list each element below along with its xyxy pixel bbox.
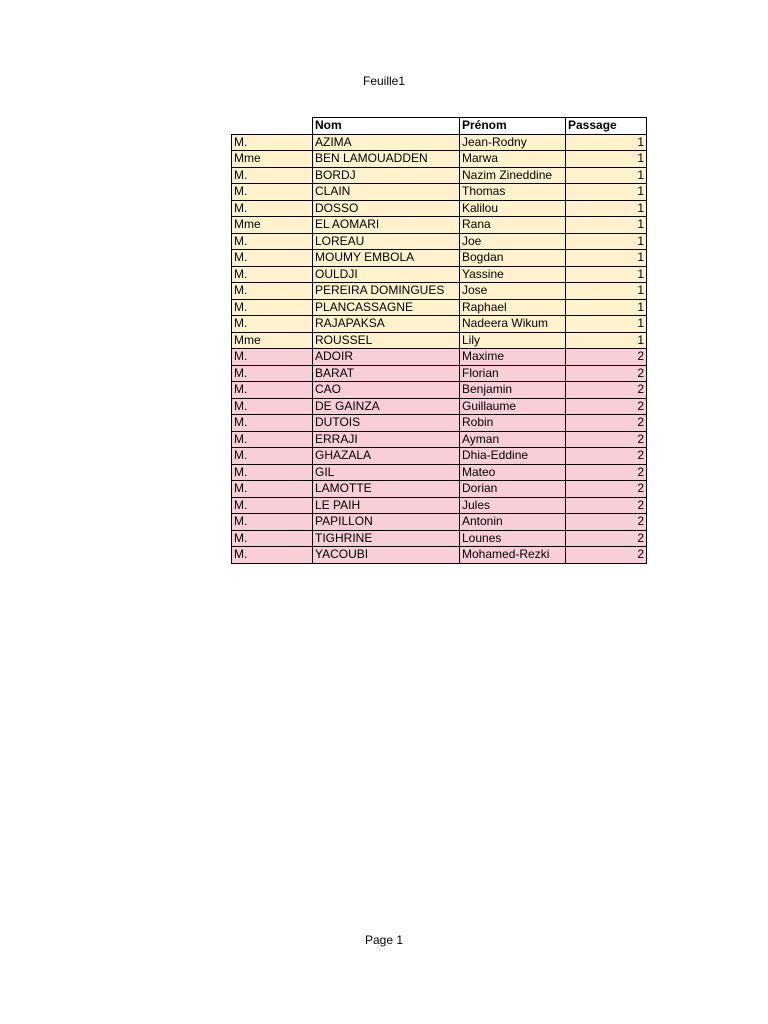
cell-civilite: Mme [232, 332, 313, 349]
cell-civilite: M. [232, 530, 313, 547]
cell-nom: ADOIR [313, 349, 460, 366]
cell-passage: 2 [566, 547, 647, 564]
cell-prenom: Maxime [460, 349, 566, 366]
table-row [232, 217, 647, 234]
table-row [232, 184, 647, 201]
cell-nom: ERRAJI [313, 431, 460, 448]
cell-prenom: Thomas [460, 184, 566, 201]
table-row [232, 382, 647, 399]
header-nom: Nom [313, 118, 460, 135]
table-row [232, 200, 647, 217]
cell-passage: 2 [566, 464, 647, 481]
header-prenom: Prénom [460, 118, 566, 135]
page-footer: Page 1 [364, 933, 404, 947]
cell-nom: MOUMY EMBOLA [313, 250, 460, 267]
cell-prenom: Robin [460, 415, 566, 432]
cell-nom: DE GAINZA [313, 398, 460, 415]
cell-civilite: M. [232, 547, 313, 564]
cell-nom: GIL [313, 464, 460, 481]
table-row [232, 332, 647, 349]
cell-prenom: Benjamin [460, 382, 566, 399]
cell-civilite: M. [232, 481, 313, 498]
cell-prenom: Jean-Rodny [460, 134, 566, 151]
cell-prenom: Kalilou [460, 200, 566, 217]
cell-civilite: M. [232, 382, 313, 399]
cell-passage: 2 [566, 365, 647, 382]
cell-nom: LE PAIH [313, 497, 460, 514]
cell-passage: 1 [566, 250, 647, 267]
cell-prenom: Lily [460, 332, 566, 349]
cell-passage: 1 [566, 134, 647, 151]
cell-nom: GHAZALA [313, 448, 460, 465]
table-row [232, 365, 647, 382]
sheet-title: Feuille1 [362, 74, 406, 88]
cell-nom: YACOUBI [313, 547, 460, 564]
table-row [232, 250, 647, 267]
cell-nom: BORDJ [313, 167, 460, 184]
cell-prenom: Marwa [460, 151, 566, 168]
cell-civilite: M. [232, 167, 313, 184]
table-row [232, 134, 647, 151]
cell-civilite: M. [232, 250, 313, 267]
table-row [232, 497, 647, 514]
header-passage: Passage [566, 118, 647, 135]
table-row [232, 431, 647, 448]
cell-nom: TIGHRINE [313, 530, 460, 547]
cell-passage: 1 [566, 266, 647, 283]
cell-passage: 2 [566, 481, 647, 498]
cell-civilite: M. [232, 464, 313, 481]
cell-prenom: Lounes [460, 530, 566, 547]
cell-nom: BEN LAMOUADDEN [313, 151, 460, 168]
cell-passage: 2 [566, 497, 647, 514]
cell-prenom: Ayman [460, 431, 566, 448]
cell-passage: 2 [566, 514, 647, 531]
cell-civilite: Mme [232, 151, 313, 168]
header-civilite [232, 118, 313, 135]
cell-prenom: Joe [460, 233, 566, 250]
cell-nom: LAMOTTE [313, 481, 460, 498]
table-row [232, 151, 647, 168]
cell-prenom: Mohamed-Rezki [460, 547, 566, 564]
cell-prenom: Jose [460, 283, 566, 300]
cell-civilite: M. [232, 497, 313, 514]
cell-civilite: M. [232, 266, 313, 283]
cell-prenom: Yassine [460, 266, 566, 283]
cell-civilite: M. [232, 233, 313, 250]
table-row [232, 299, 647, 316]
cell-civilite: M. [232, 200, 313, 217]
cell-civilite: M. [232, 184, 313, 201]
cell-prenom: Raphael [460, 299, 566, 316]
table-row [232, 481, 647, 498]
cell-passage: 1 [566, 299, 647, 316]
cell-civilite: M. [232, 349, 313, 366]
cell-passage: 1 [566, 283, 647, 300]
cell-passage: 2 [566, 349, 647, 366]
cell-civilite: M. [232, 431, 313, 448]
cell-prenom: Bogdan [460, 250, 566, 267]
cell-passage: 1 [566, 332, 647, 349]
cell-nom: CLAIN [313, 184, 460, 201]
cell-civilite: M. [232, 415, 313, 432]
cell-nom: RAJAPAKSA [313, 316, 460, 333]
roster-table [231, 117, 647, 564]
roster-body [232, 134, 647, 563]
header-row [232, 118, 647, 135]
table-row [232, 283, 647, 300]
cell-nom: DUTOIS [313, 415, 460, 432]
table-row [232, 514, 647, 531]
table-row [232, 233, 647, 250]
cell-prenom: Dhia-Eddine [460, 448, 566, 465]
cell-prenom: Guillaume [460, 398, 566, 415]
cell-passage: 1 [566, 151, 647, 168]
table-row [232, 398, 647, 415]
cell-civilite: M. [232, 283, 313, 300]
cell-prenom: Florian [460, 365, 566, 382]
cell-nom: LOREAU [313, 233, 460, 250]
table-row [232, 464, 647, 481]
cell-civilite: M. [232, 398, 313, 415]
table-row [232, 349, 647, 366]
cell-nom: OULDJI [313, 266, 460, 283]
cell-prenom: Rana [460, 217, 566, 234]
cell-civilite: M. [232, 316, 313, 333]
cell-nom: ROUSSEL [313, 332, 460, 349]
cell-passage: 2 [566, 530, 647, 547]
cell-passage: 2 [566, 448, 647, 465]
cell-civilite: M. [232, 448, 313, 465]
table-row [232, 415, 647, 432]
table-row [232, 167, 647, 184]
cell-passage: 1 [566, 233, 647, 250]
table-row [232, 266, 647, 283]
cell-passage: 1 [566, 200, 647, 217]
cell-nom: PLANCASSAGNE [313, 299, 460, 316]
cell-passage: 2 [566, 431, 647, 448]
cell-passage: 2 [566, 382, 647, 399]
cell-passage: 1 [566, 217, 647, 234]
cell-prenom: Dorian [460, 481, 566, 498]
cell-passage: 2 [566, 415, 647, 432]
cell-passage: 2 [566, 398, 647, 415]
cell-civilite: M. [232, 365, 313, 382]
cell-prenom: Nadeera Wikum [460, 316, 566, 333]
cell-civilite: M. [232, 134, 313, 151]
cell-passage: 1 [566, 316, 647, 333]
cell-nom: AZIMA [313, 134, 460, 151]
cell-prenom: Nazim Zineddine [460, 167, 566, 184]
cell-nom: DOSSO [313, 200, 460, 217]
cell-civilite: M. [232, 514, 313, 531]
table-row [232, 530, 647, 547]
cell-prenom: Jules [460, 497, 566, 514]
cell-civilite: M. [232, 299, 313, 316]
cell-passage: 1 [566, 167, 647, 184]
table-row [232, 547, 647, 564]
cell-prenom: Antonin [460, 514, 566, 531]
cell-prenom: Mateo [460, 464, 566, 481]
table-row [232, 448, 647, 465]
cell-nom: BARAT [313, 365, 460, 382]
cell-nom: EL AOMARI [313, 217, 460, 234]
table-row [232, 316, 647, 333]
cell-nom: CAO [313, 382, 460, 399]
cell-nom: PAPILLON [313, 514, 460, 531]
cell-nom: PEREIRA DOMINGUES [313, 283, 460, 300]
cell-civilite: Mme [232, 217, 313, 234]
cell-passage: 1 [566, 184, 647, 201]
